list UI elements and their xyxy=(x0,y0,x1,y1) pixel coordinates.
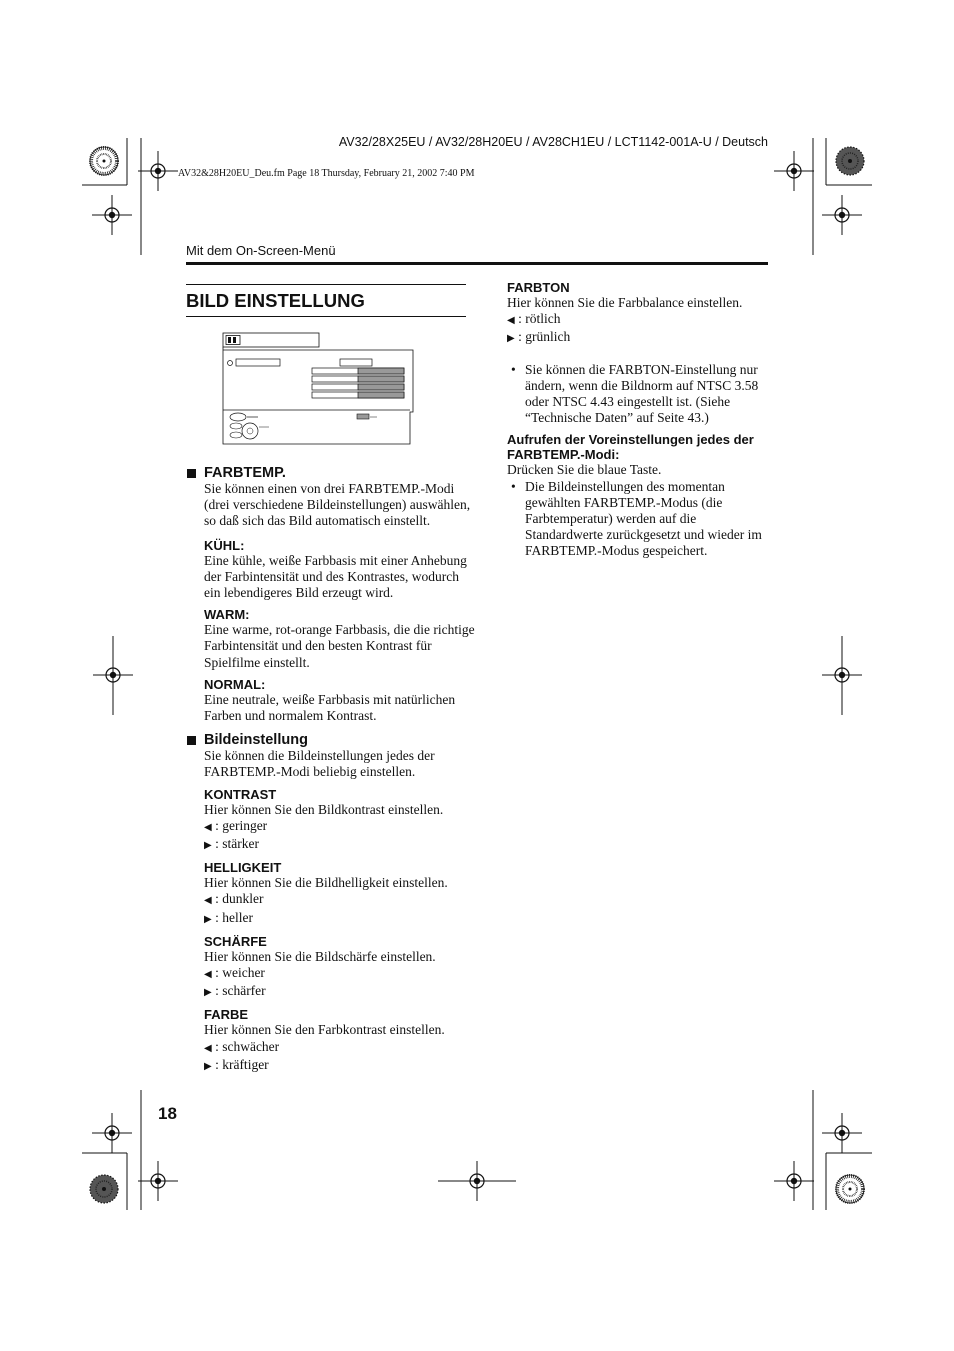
registration-cross-bottom-right-upper xyxy=(822,1113,862,1153)
arrow-left-icon: ◀ xyxy=(204,821,212,833)
arrow-right-icon: ▶ xyxy=(204,913,212,925)
warm-heading: WARM: xyxy=(204,607,250,623)
normal-heading: NORMAL: xyxy=(204,676,266,692)
schaerfe-text: Hier können Sie die Bildschärfe einstellen. xyxy=(204,948,436,964)
schaerfe-heading: SCHÄRFE xyxy=(204,933,267,949)
arrow-left-icon: ◀ xyxy=(507,315,515,327)
farbe-left: ◀ : schwächer xyxy=(204,1038,280,1054)
registration-cross-mid-right xyxy=(822,655,862,695)
kontrast-right: ▶ : stärker xyxy=(204,836,259,852)
title-box xyxy=(186,284,466,317)
farbton-text: Hier können Sie die Farbbalance einstellen. xyxy=(507,295,743,310)
farbton-left: ◀ : rötlich xyxy=(507,311,561,327)
star-target-top-left xyxy=(90,147,118,175)
arrow-left-icon: ◀ xyxy=(204,895,212,907)
section-label: Mit dem On-Screen-Menü xyxy=(186,243,336,258)
reset-text: Drücken Sie die blaue Taste. xyxy=(507,462,662,478)
arrow-left-icon: ◀ xyxy=(204,969,212,981)
star-target-bottom-right xyxy=(836,1175,864,1203)
registration-cross-bottom-left xyxy=(138,1161,178,1201)
registration-cross-top-left xyxy=(138,151,178,191)
page-title: BILD EINSTELLUNG xyxy=(186,290,365,311)
schaerfe-left: ◀ : weicher xyxy=(204,965,265,981)
star-target-bottom-left xyxy=(90,1175,118,1203)
farbton-right: ▶ : grünlich xyxy=(507,329,571,345)
star-target-top-right xyxy=(836,147,864,175)
helligkeit-left: ◀ : dunkler xyxy=(204,891,264,907)
document-model-line: AV32/28X25EU / AV32/28H20EU / AV28CH1EU / LCT1142-001A-U / Deutsch xyxy=(338,135,768,149)
schaerfe-right: ▶ : schärfer xyxy=(204,983,266,999)
left-column xyxy=(186,465,476,1075)
arrow-right-icon: ▶ xyxy=(204,987,212,999)
farbton-heading: FARBTON xyxy=(507,280,570,295)
registration-cross-top-right-lower xyxy=(822,195,862,235)
farbton-note: • Sie können die FARBTON-Einstellung nur ändern, wenn die Bildnorm auf NTSC 3.58 oder NTSC 4.43 eingestellt ist. (Siehe “Technische Daten” auf Seite 43.) xyxy=(507,362,769,427)
right-column xyxy=(507,280,769,560)
registration-cross-bottom-right xyxy=(774,1161,814,1201)
kontrast-left: ◀ : geringer xyxy=(204,817,268,833)
warm-text: Eine warme, rot-orange Farbbasis, die die richtige Farbintensität und den besten Kontrast für Spielfilme einstellt. xyxy=(204,622,475,670)
helligkeit-right: ▶ : heller xyxy=(204,909,253,925)
helligkeit-text: Hier können Sie die Bildhelligkeit einstellen. xyxy=(204,875,448,891)
osd-menu-illustration xyxy=(222,332,416,446)
farbe-right: ▶ : kräftiger xyxy=(204,1056,269,1072)
farbe-heading: FARBE xyxy=(204,1007,249,1023)
kontrast-heading: KONTRAST xyxy=(204,786,277,802)
kuehl-heading: KÜHL: xyxy=(204,537,245,553)
registration-cross-top-left-lower xyxy=(92,195,132,235)
square-bullet-icon xyxy=(187,469,196,478)
kontrast-text: Hier können Sie den Bildkontrast einstellen. xyxy=(204,801,444,817)
registration-cross-bottom-left-upper xyxy=(92,1113,132,1153)
bildeinstellung-text: Sie können die Bildeinstellungen jedes der FARBTEMP.-Modi beliebig einstellen. xyxy=(204,748,435,780)
reset-note: • Die Bildeinstellungen des momentan gewählten FARBTEMP.-Modus (die Farbtemperatur) werden auf die Standardwerte zurückgesetzt und wieder im FARBTEMP.-Modus gespeichert. xyxy=(507,479,769,560)
arrow-right-icon: ▶ xyxy=(204,1060,212,1072)
registration-cross-top-right xyxy=(774,151,814,191)
registration-cross-mid-left xyxy=(93,655,133,695)
arrow-left-icon: ◀ xyxy=(204,1042,212,1054)
farbe-text: Hier können Sie den Farbkontrast einstellen. xyxy=(204,1022,445,1038)
normal-text: Eine neutrale, weiße Farbbasis mit natürlichen Farben und normalem Kontrast. xyxy=(204,691,456,724)
farbtemp-heading: FARBTEMP. xyxy=(186,465,476,481)
helligkeit-heading: HELLIGKEIT xyxy=(204,860,282,876)
file-info: AV32&28H20EU_Deu.fm Page 18 Thursday, February 21, 2002 7:40 PM xyxy=(178,168,475,179)
arrow-right-icon: ▶ xyxy=(507,333,515,345)
kuehl-text: Eine kühle, weiße Farbbasis mit einer Anhebung der Farbintensität und des Kontrastes, wodurch ein lebendigeres Bild erzeugt wird. xyxy=(204,552,467,601)
square-bullet-icon xyxy=(187,736,196,745)
registration-cross-bottom-center xyxy=(457,1161,497,1201)
header-rule xyxy=(186,262,768,265)
bildeinstellung-heading: Bildeinstellung xyxy=(186,732,476,748)
farbtemp-text: Sie können einen von drei FARBTEMP.-Modi (drei verschiedene Bildeinstellungen) auswählen, so daß sich das Bild automatisch einstellt. xyxy=(204,481,471,529)
arrow-right-icon: ▶ xyxy=(204,840,212,852)
page-number: 18 xyxy=(158,1104,177,1123)
reset-heading: Aufrufen der Voreinstellungen jedes der FARBTEMP.-Modi: xyxy=(507,432,754,463)
